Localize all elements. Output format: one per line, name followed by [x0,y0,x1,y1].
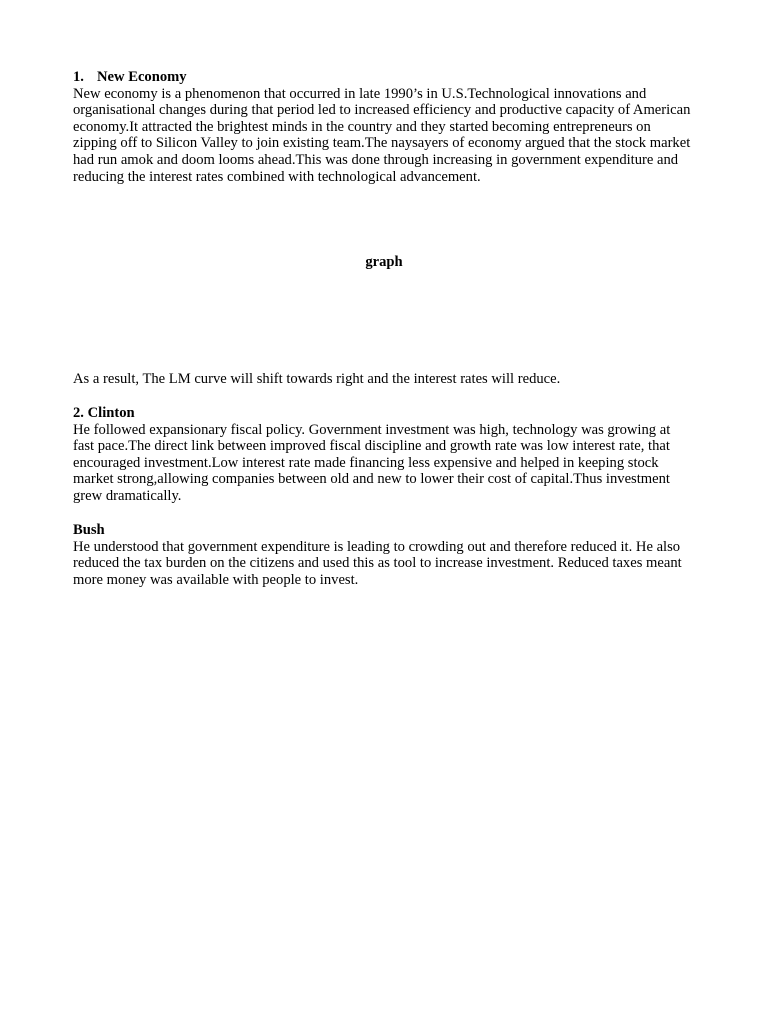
section-heading-bush: Bush [73,522,105,538]
section-body-new-economy: New economy is a phenomenon that occurred in late 1990’s in U.S.Technological innovations and organisational changes during that period led to increased efficiency and productive capacity of American economy.It attracted the brightest minds in the country and they started becoming entrepreneurs on zipping off to Silicon Valley to join existing team.The naysayers of economy argued that the stock market had run amok and doom looms ahead.This was done through increasing in government expenditure and reducing the interest rates combined with technological advancement. [73,85,691,185]
section-body-clinton: He followed expansionary fiscal policy. Government investment was high, technology was growing at fast pace.The direct link between improved fiscal discipline and growth rate was low interest rate, that encouraged investment.Low interest rate made financing less expensive and helped in keeping stock market strong,allowing companies between old and new to lower their cost of capital.Thus investment grew dramatically. [73,421,671,504]
section-body-bush: He understood that government expenditure is leading to crowding out and therefore reduced it. He also reduced the tax burden on the citizens and used this as tool to increase investment. Reduced taxes meant more money was available with people to invest. [73,538,682,588]
graph-placeholder-label: graph [365,254,403,270]
result-text: As a result, The LM curve will shift towards right and the interest rates will reduce. [73,371,561,387]
section-number: 1. [73,69,84,85]
section-clinton [73,405,693,505]
section-heading-new-economy [73,69,693,86]
section-heading-clinton: 2. Clinton [73,405,135,421]
section-bush [73,522,693,588]
section-title: New Economy [97,69,187,85]
section-new-economy [73,69,693,185]
result-paragraph [73,371,693,388]
